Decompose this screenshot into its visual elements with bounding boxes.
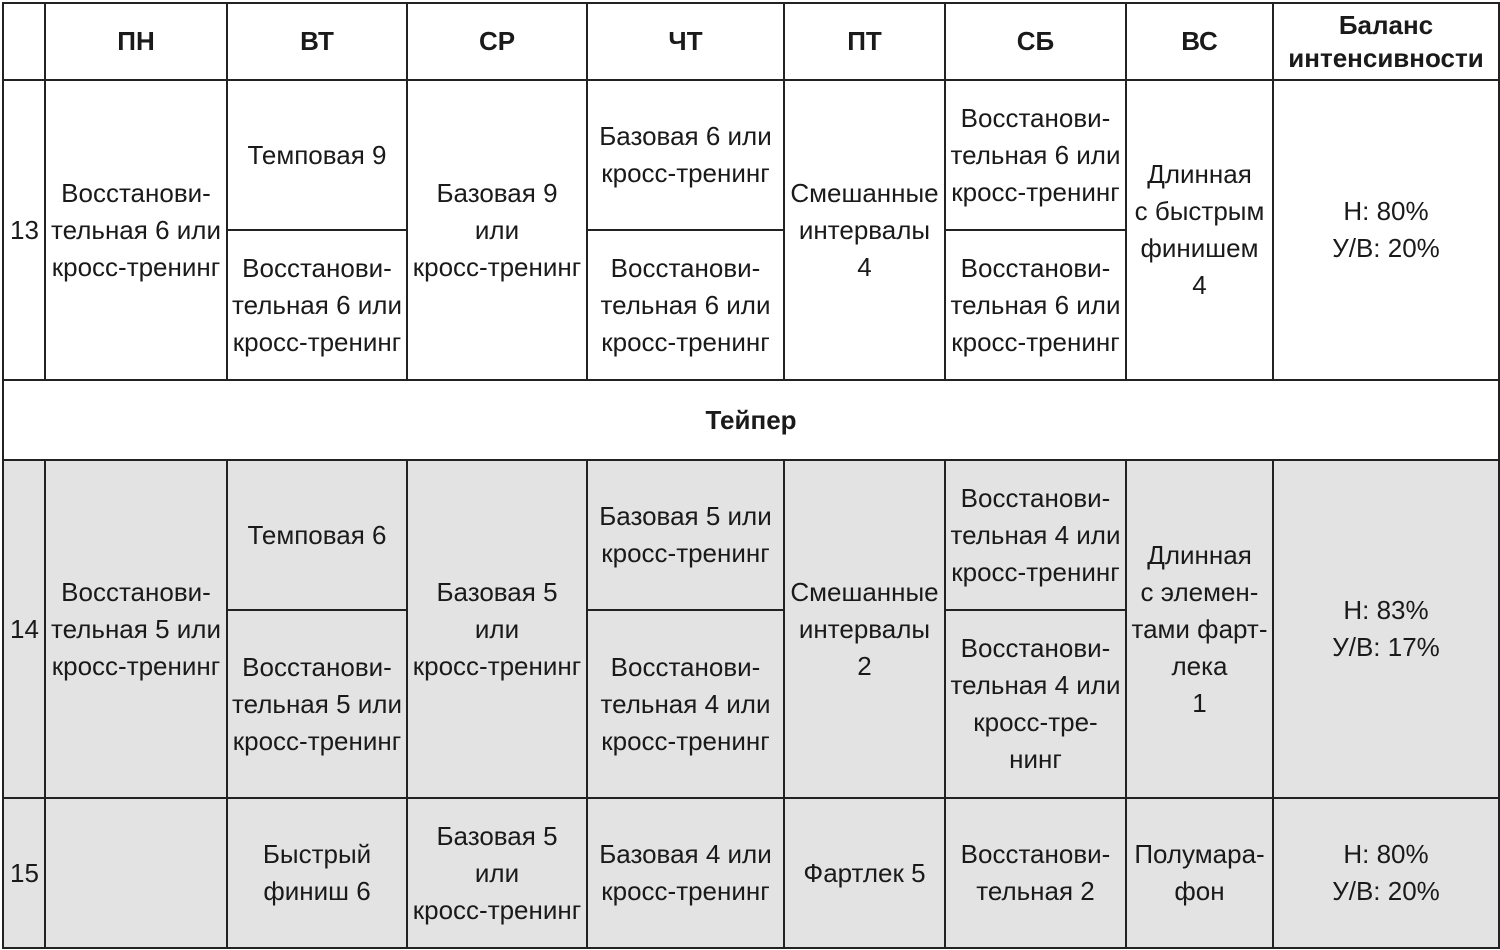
header-tue: ВТ (227, 3, 407, 80)
week-14-sat-a: Восстанови- тельная 4 или кросс-тренинг (945, 460, 1126, 610)
week-14-tue-b: Восстанови- тельная 5 или кросс-тренинг (227, 610, 407, 798)
week-15-tue: Быстрый финиш 6 (227, 798, 407, 948)
header-balance: Баланс интенсивности (1273, 3, 1499, 80)
week-14-row-a (3, 460, 1499, 610)
week-14-sat-b: Восстанови- тельная 4 или кросс-тре- нинг (945, 610, 1126, 798)
header-sun: ВС (1126, 3, 1273, 80)
week-13-mon: Восстанови- тельная 6 или кросс-тренинг (45, 80, 227, 380)
week-15-balance: Н: 80% У/В: 20% (1273, 798, 1499, 948)
week-14-thu-a: Базовая 5 или кросс-тренинг (587, 460, 784, 610)
week-15-thu: Базовая 4 или кросс-тренинг (587, 798, 784, 948)
week-13-thu-b: Восстанови- тельная 6 или кросс-тренинг (587, 230, 784, 380)
week-14-mon: Восстанови- тельная 5 или кросс-тренинг (45, 460, 227, 798)
week-15-number: 15 (3, 798, 45, 948)
week-13-sat-a: Восстанови- тельная 6 или кросс-тренинг (945, 80, 1126, 230)
week-13-fri: Смешанные интервалы 4 (784, 80, 945, 380)
week-15-mon (45, 798, 227, 948)
week-13-tue-a: Темповая 9 (227, 80, 407, 230)
header-fri: ПТ (784, 3, 945, 80)
week-15-sat: Восстанови- тельная 2 (945, 798, 1126, 948)
phase-row (3, 380, 1499, 460)
week-13-sun: Длинная с быстрым финишем 4 (1126, 80, 1273, 380)
week-14-wed: Базовая 5 или кросс-тренинг (407, 460, 587, 798)
header-week (3, 3, 45, 80)
header-row (3, 3, 1499, 80)
week-15-sun: Полумара- фон (1126, 798, 1273, 948)
week-13-wed: Базовая 9 или кросс-тренинг (407, 80, 587, 380)
header-wed: СР (407, 3, 587, 80)
week-15-fri: Фартлек 5 (784, 798, 945, 948)
week-15-wed: Базовая 5 или кросс-тренинг (407, 798, 587, 948)
week-13-row-a (3, 80, 1499, 230)
week-14-fri: Смешанные интервалы 2 (784, 460, 945, 798)
week-14-thu-b: Восстанови- тельная 4 или кросс-тренинг (587, 610, 784, 798)
header-sat: СБ (945, 3, 1126, 80)
header-thu: ЧТ (587, 3, 784, 80)
header-mon: ПН (45, 3, 227, 80)
week-14-tue-a: Темповая 6 (227, 460, 407, 610)
week-14-balance: Н: 83% У/В: 17% (1273, 460, 1499, 798)
week-13-thu-a: Базовая 6 или кросс-тренинг (587, 80, 784, 230)
week-13-number: 13 (3, 80, 45, 380)
week-13-balance: Н: 80% У/В: 20% (1273, 80, 1499, 380)
week-14-sun: Длинная с элемен- тами фарт- лека 1 (1126, 460, 1273, 798)
week-15-row (3, 798, 1499, 948)
week-14-number: 14 (3, 460, 45, 798)
training-plan-table (2, 2, 1500, 949)
phase-title: Тейпер (3, 380, 1499, 460)
week-13-sat-b: Восстанови- тельная 6 или кросс-тренинг (945, 230, 1126, 380)
week-13-tue-b: Восстанови- тельная 6 или кросс-тренинг (227, 230, 407, 380)
